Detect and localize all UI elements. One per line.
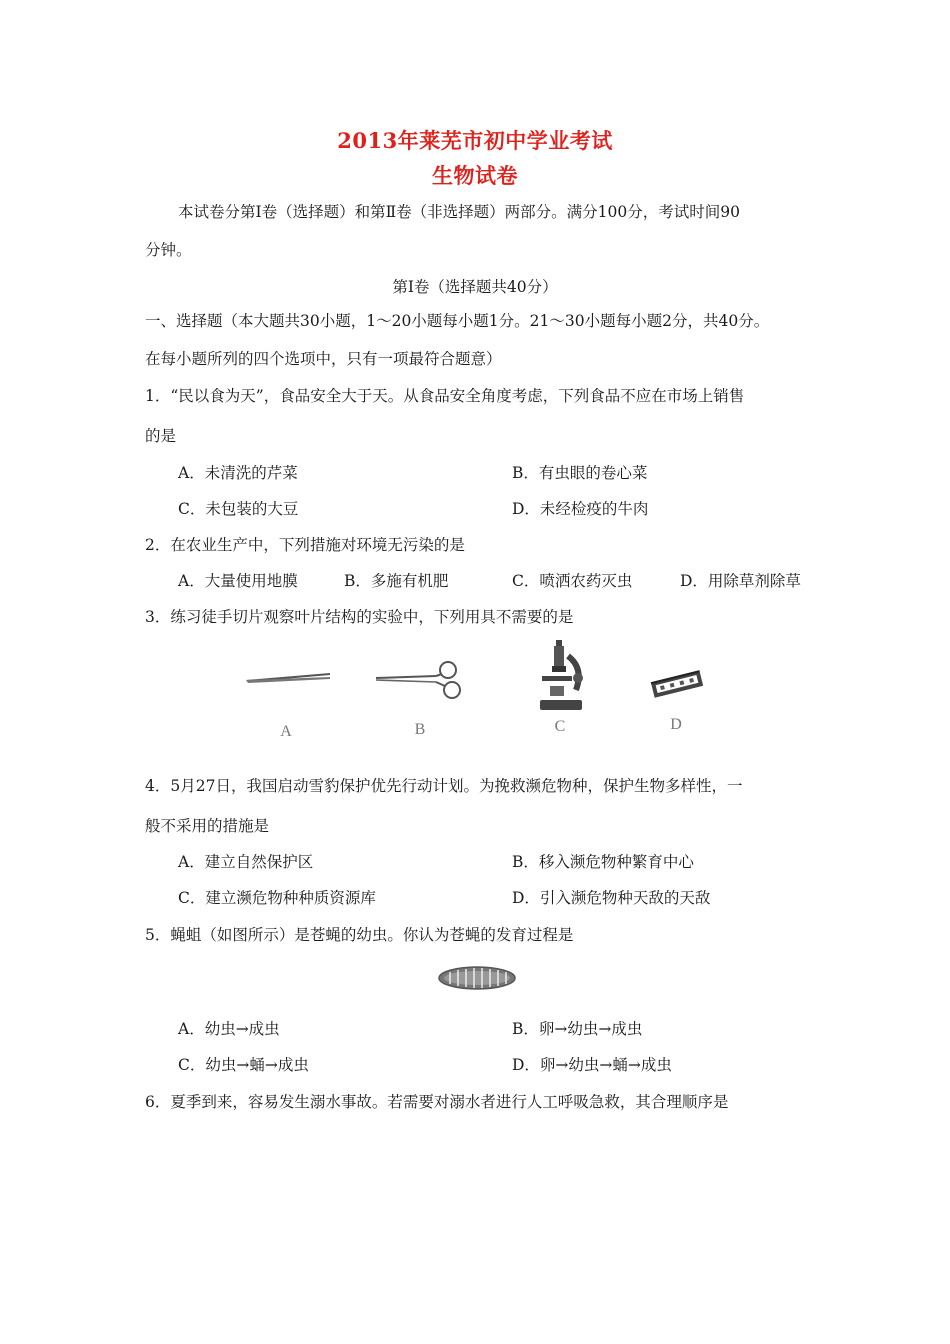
tweezers-icon — [244, 668, 334, 688]
q1-stem-line-2: 的是 — [145, 427, 177, 445]
q1-option-d: D．未经检疫的牛肉 — [512, 500, 649, 518]
q3-stem: 3．练习徒手切片观察叶片结构的实验中，下列用具不需要的是 — [145, 608, 574, 626]
instruction-line-1: 一、选择题（本大题共30小题，1～20小题每小题1分。21～30小题每小题2分，共40分。 — [145, 312, 770, 330]
section-heading: 第Ⅰ卷（选择题共40分） — [392, 278, 558, 296]
q4-stem-line-1: 4．5月27日，我国启动雪豹保护优先行动计划。为挽救濒危物种，保护生物多样性，一 — [145, 777, 743, 795]
q4-option-a: A．建立自然保护区 — [178, 853, 314, 871]
q3-figure-label-a: A — [280, 723, 292, 740]
intro-line-2: 分钟。 — [145, 241, 192, 259]
q1-option-b: B．有虫眼的卷心菜 — [512, 464, 648, 482]
q5-option-c: C．幼虫→蛹→成虫 — [178, 1056, 309, 1074]
q4-option-d: D．引入濒危物种天敌的天敌 — [512, 889, 711, 907]
q1-option-c: C．未包装的大豆 — [178, 500, 299, 518]
q1-option-a: A．未清洗的芹菜 — [178, 464, 298, 482]
q5-stem: 5．蝇蛆（如图所示）是苍蝇的幼虫。你认为苍蝇的发育过程是 — [145, 926, 574, 944]
maggot-icon — [436, 962, 518, 994]
q2-option-b: B．多施有机肥 — [344, 572, 449, 590]
q4-stem-line-2: 般不采用的措施是 — [145, 817, 270, 835]
q2-option-c: C．喷洒农药灭虫 — [512, 572, 633, 590]
intro-line-1: 本试卷分第Ⅰ卷（选择题）和第Ⅱ卷（非选择题）两部分。满分100分，考试时间90 — [178, 203, 740, 221]
q3-figure-label-c: C — [554, 718, 566, 735]
q4-option-b: B．移入濒危物种繁育中心 — [512, 853, 694, 871]
q2-option-d: D．用除草剂除草 — [680, 572, 801, 590]
q6-stem: 6．夏季到来，容易发生溺水事故。若需要对溺水者进行人工呼吸急救，其合理顺序是 — [145, 1093, 729, 1111]
q1-stem-line-1: 1．“民以食为天”，食品安全大于天。从食品安全角度考虑，下列食品不应在市场上销售 — [145, 387, 745, 405]
q3-figure-label-d: D — [670, 716, 682, 733]
q5-option-b: B．卵→幼虫→成虫 — [512, 1020, 643, 1038]
microscope-icon — [534, 638, 588, 714]
q2-option-a: A．大量使用地膜 — [178, 572, 298, 590]
q5-option-d: D．卵→幼虫→蛹→成虫 — [512, 1056, 672, 1074]
q3-figure-label-b: B — [414, 721, 426, 738]
instruction-line-2: 在每小题所列的四个选项中，只有一项最符合题意） — [145, 350, 502, 368]
razor-blade-icon — [648, 668, 706, 700]
q2-stem: 2．在农业生产中，下列措施对环境无污染的是 — [145, 536, 465, 554]
exam-title: 2013年莱芜市初中学业考试 — [337, 128, 613, 153]
scissors-icon — [374, 660, 466, 702]
exam-subtitle: 生物试卷 — [432, 163, 518, 188]
q4-option-c: C．建立濒危物种种质资源库 — [178, 889, 376, 907]
q5-option-a: A．幼虫→成虫 — [178, 1020, 280, 1038]
